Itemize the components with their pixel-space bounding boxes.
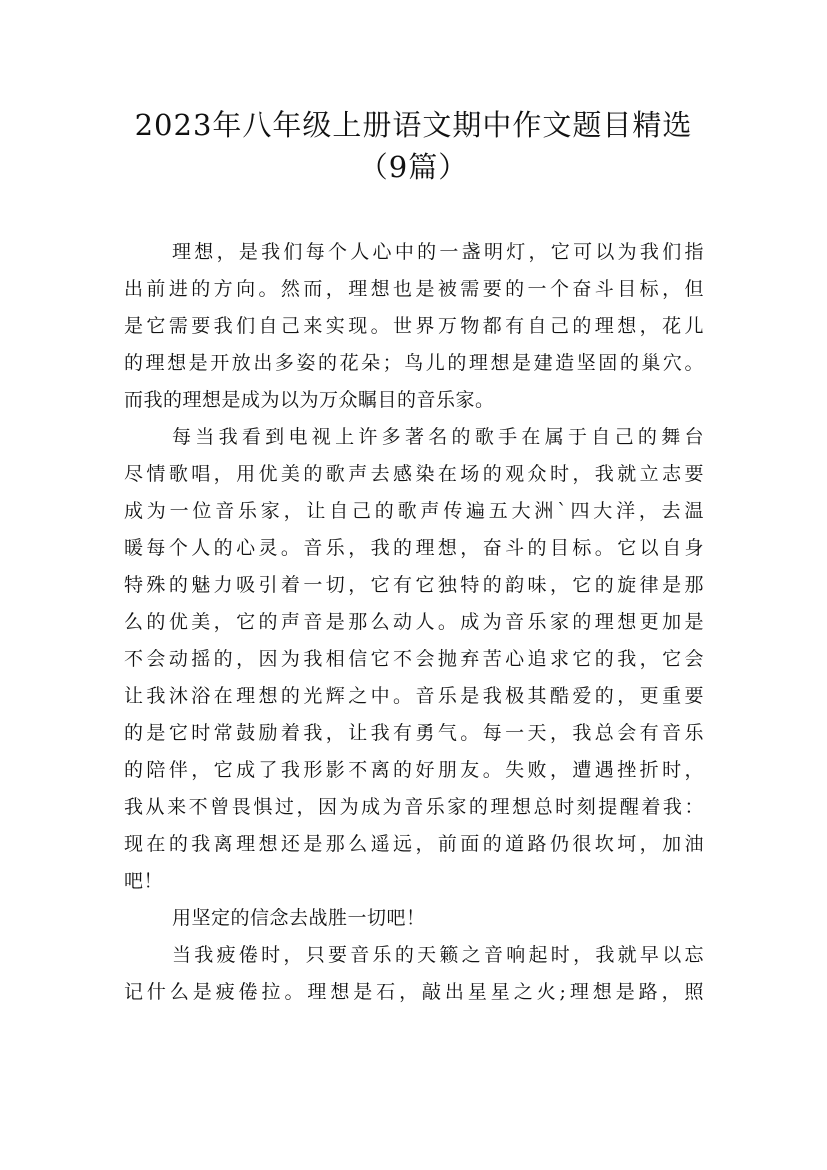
body-line: 记什么是疲倦拉。理想是石，敲出星星之火;理想是路，照 <box>124 981 704 1003</box>
body-line: 么的优美，它的声音是那么动人。成为音乐家的理想更加是 <box>124 611 704 633</box>
body-line: 吧！ <box>124 870 164 892</box>
body-line: 现在的我离理想还是那么遥远，前面的道路仍很坎坷，加油 <box>124 833 704 855</box>
body-line: 的是它时常鼓励着我，让我有勇气。每一天，我总会有音乐 <box>124 722 704 744</box>
body-line: 我从来不曾畏惧过，因为成为音乐家的理想总时刻提醒着我： <box>124 796 704 818</box>
body-line: 特殊的魅力吸引着一切，它有它独特的韵味，它的旋律是那 <box>124 574 704 596</box>
body-line: 出前进的方向。然而，理想也是被需要的一个奋斗目标，但 <box>124 278 704 300</box>
body-line: 用坚定的信念去战胜一切吧！ <box>172 907 426 929</box>
body-line: 是它需要我们自己来实现。世界万物都有自己的理想，花儿 <box>124 315 704 337</box>
body-line: 的理想是开放出多姿的花朵；鸟儿的理想是建造坚固的巢穴。 <box>124 352 704 374</box>
body-line: 暖每个人的心灵。音乐，我的理想，奋斗的目标。它以自身 <box>124 537 704 559</box>
document-subtitle: （9篇） <box>358 150 469 184</box>
body-line: 的陪伴，它成了我形影不离的好朋友。失败，遭遇挫折时， <box>124 759 704 781</box>
document-title: 2023年八年级上册语文期中作文题目精选 <box>134 108 693 142</box>
body-line: 当我疲倦时，只要音乐的天籁之音响起时，我就早以忘 <box>172 944 704 966</box>
body-line: 而我的理想是成为以为万众瞩目的音乐家。 <box>124 389 495 411</box>
body-line: 不会动摇的，因为我相信它不会抛弃苦心追求它的我，它会 <box>124 648 704 670</box>
body-line: 理想，是我们每个人心中的一盏明灯，它可以为我们指 <box>172 241 704 263</box>
body-line: 让我沐浴在理想的光辉之中。音乐是我极其酷爱的，更重要 <box>124 685 704 707</box>
body-line: 尽情歌唱，用优美的歌声去感染在场的观众时，我就立志要 <box>124 463 704 485</box>
body-line: 每当我看到电视上许多著名的歌手在属于自己的舞台 <box>172 426 704 448</box>
body-line: 成为一位音乐家，让自己的歌声传遍五大洲`四大洋，去温 <box>124 500 704 522</box>
